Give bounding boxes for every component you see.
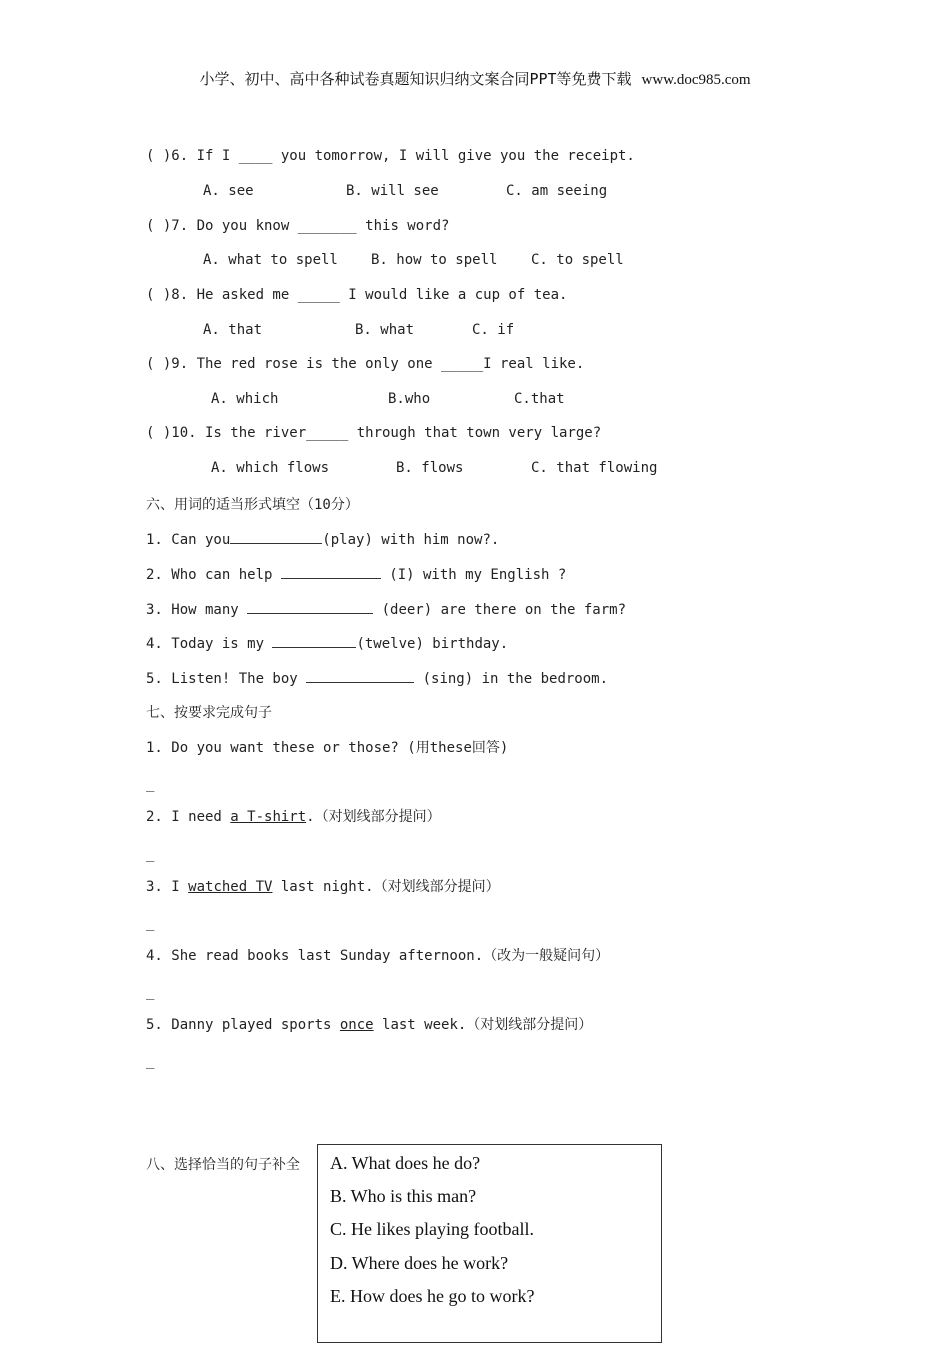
section-8-title: 八、选择恰当的句子补全 (146, 1157, 300, 1173)
q10-option-a: A. which flows (211, 460, 330, 476)
section-6-title: 六、用词的适当形式填空（10分） (146, 497, 359, 513)
s6-item-5: 5. Listen! The boy (sing) in the bedroom. (146, 668, 608, 687)
header-site: www.doc985.com (641, 72, 751, 88)
s6-item-1: 1. Can you (play) with him now?. (146, 529, 499, 548)
answer-line-2[interactable]: _ (146, 846, 155, 862)
q8-option-c: C. if (472, 322, 515, 338)
option-c: C. He likes playing football. (330, 1219, 534, 1239)
q10-option-b: B. flows (396, 460, 464, 476)
question-6: ( )6. If I ____ you tomorrow, I will give you the receipt. (146, 148, 635, 164)
answer-line-5[interactable]: _ (146, 1053, 155, 1069)
q9-option-a: A. which (211, 391, 279, 407)
answer-blank[interactable] (306, 668, 414, 683)
answer-blank[interactable] (272, 633, 356, 648)
answer-blank[interactable] (247, 599, 373, 614)
question-9: ( )9. The red rose is the only one _____I real like. (146, 356, 585, 372)
option-a: A. What does he do? (330, 1153, 481, 1173)
section-7-title: 七、按要求完成句子 (146, 705, 272, 721)
answer-line-1[interactable]: _ (146, 776, 155, 792)
question-8: ( )8. He asked me _____ I would like a cup of tea. (146, 287, 568, 303)
s7-item-3: 3. I watched TV last night.（对划线部分提问） (146, 879, 500, 895)
q10-option-c: C. that flowing (531, 460, 658, 476)
q8-option-a: A. that (203, 322, 263, 338)
option-d: D. Where does he work? (330, 1253, 509, 1273)
answer-line-3[interactable]: _ (146, 915, 155, 931)
answer-blank[interactable] (281, 564, 381, 579)
q7-option-b: B. how to spell (371, 252, 498, 268)
s7-item-2: 2. I need a T-shirt.（对划线部分提问） (146, 809, 441, 825)
s7-item-1: 1. Do you want these or those? (用these回答) (146, 740, 509, 756)
q9-option-c: C.that (514, 391, 565, 407)
header-text: 小学、初中、高中各种试卷真题知识归纳文案合同PPT等免费下载 (199, 70, 632, 88)
s6-item-3: 3. How many (deer) are there on the farm? (146, 599, 626, 618)
answer-blank[interactable] (230, 529, 322, 544)
q7-option-a: A. what to spell (203, 252, 338, 268)
s6-item-4: 4. Today is my (twelve) birthday. (146, 633, 508, 652)
option-b: B. Who is this man? (330, 1186, 477, 1206)
q7-option-c: C. to spell (531, 252, 624, 268)
question-10: ( )10. Is the river_____ through that town very large? (146, 425, 602, 441)
q6-option-a: A. see (203, 183, 254, 199)
q6-option-b: B. will see (346, 183, 439, 199)
s6-item-2: 2. Who can help (I) with my English ? (146, 564, 566, 583)
q8-option-b: B. what (355, 322, 415, 338)
q6-option-c: C. am seeing (506, 183, 608, 199)
page-header (0, 68, 950, 89)
s7-item-4: 4. She read books last Sunday afternoon.（改为一般疑问句） (146, 948, 610, 964)
sentence-options-box (317, 1144, 662, 1343)
option-e: E. How does he go to work? (330, 1286, 535, 1306)
s7-item-5: 5. Danny played sports once last week.（对划线部分提问） (146, 1017, 593, 1033)
q9-option-b: B.who (388, 391, 431, 407)
question-7: ( )7. Do you know _______ this word? (146, 218, 450, 234)
answer-line-4[interactable]: _ (146, 984, 155, 1000)
